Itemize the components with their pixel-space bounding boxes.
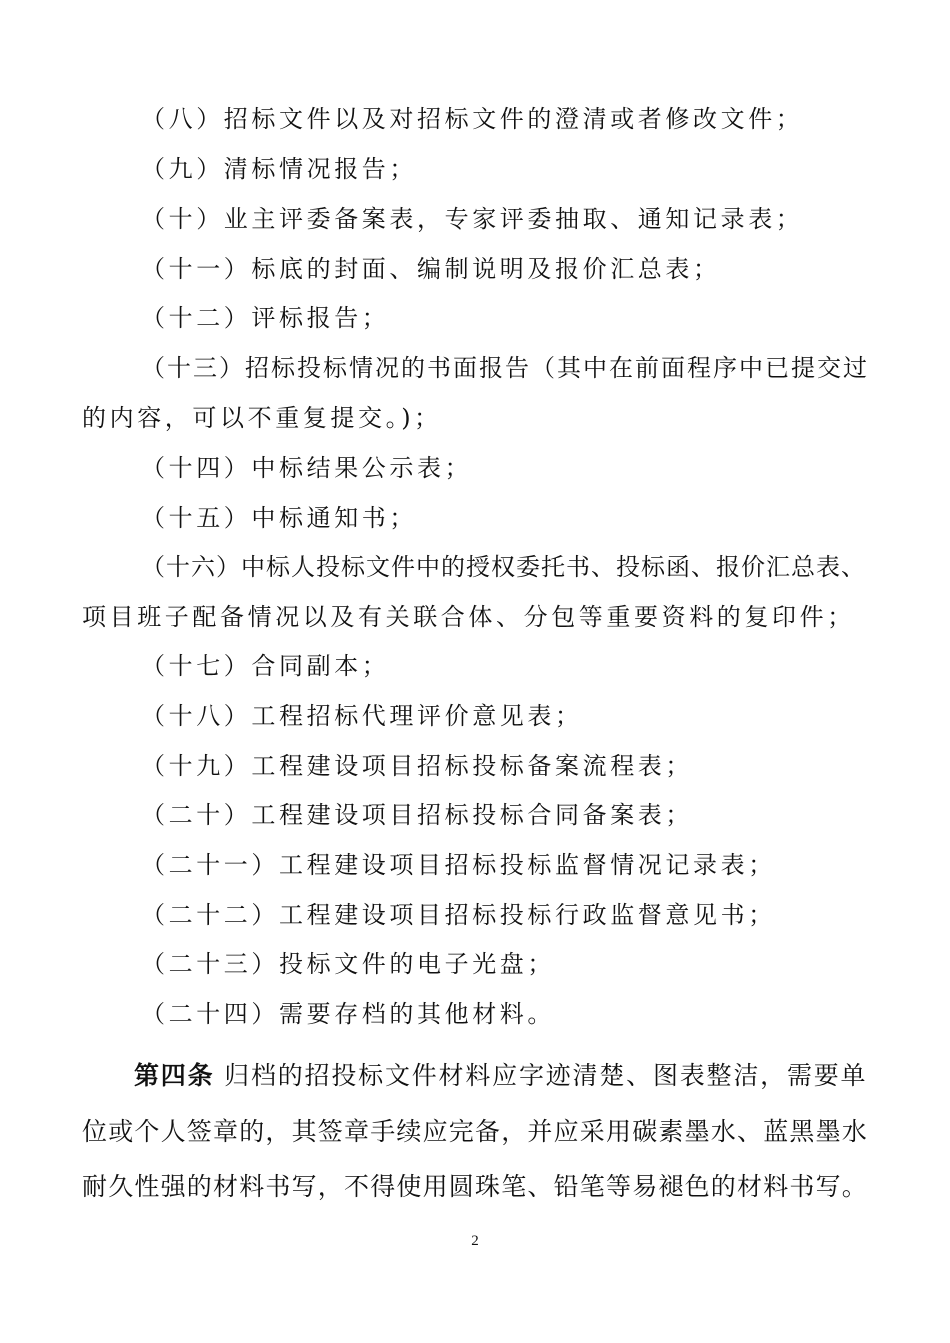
list-item-9: （九）清标情况报告； [141,155,417,183]
list-item-22: （二十二）工程建设项目招标投标行政监督意见书； [141,901,776,929]
article-4-line-1 [134,1061,867,1091]
list-item-14: （十四）中标结果公示表； [141,454,473,482]
list-item-13-continuation: 的内容，可以不重复提交。)； [82,404,442,432]
article-4-line-2: 位或个人签章的，其签章手续应完备，并应采用碳素墨水、蓝黑墨水 [82,1117,869,1146]
list-item-18: （十八）工程招标代理评价意见表； [141,702,583,730]
page-number: 2 [471,1233,479,1249]
list-item-10: （十）业主评委备案表，专家评委抽取、通知记录表； [141,205,804,233]
list-item-23: （二十三）投标文件的电子光盘； [141,950,555,978]
list-item-20: （二十）工程建设项目招标投标合同备案表； [141,801,693,829]
list-item-13: （十三）招标投标情况的书面报告（其中在前面程序中已提交过 [141,354,869,382]
list-item-17: （十七）合同副本； [141,652,390,680]
list-item-21: （二十一）工程建设项目招标投标监督情况记录表； [141,851,776,879]
list-item-11: （十一）标底的封面、编制说明及报价汇总表； [141,255,721,283]
list-item-8: （八）招标文件以及对招标文件的澄清或者修改文件； [141,105,804,133]
list-item-24: （二十四）需要存档的其他材料。 [141,1000,555,1028]
list-item-16-continuation: 项目班子配备情况以及有关联合体、分包等重要资料的复印件； [82,603,855,631]
list-item-16: （十六）中标人投标文件中的授权委托书、投标函、报价汇总表、 [141,553,866,581]
article-label: 第四条 [134,1061,215,1090]
list-item-15: （十五）中标通知书； [141,504,417,532]
article-text-1: 归档的招投标文件材料应字迹清楚、图表整洁，需要单 [224,1061,868,1090]
article-4-line-3: 耐久性强的材料书写，不得使用圆珠笔、铅笔等易褪色的材料书写。 [82,1172,869,1201]
list-item-19: （十九）工程建设项目招标投标备案流程表； [141,752,693,780]
list-item-12: （十二）评标报告； [141,304,390,332]
